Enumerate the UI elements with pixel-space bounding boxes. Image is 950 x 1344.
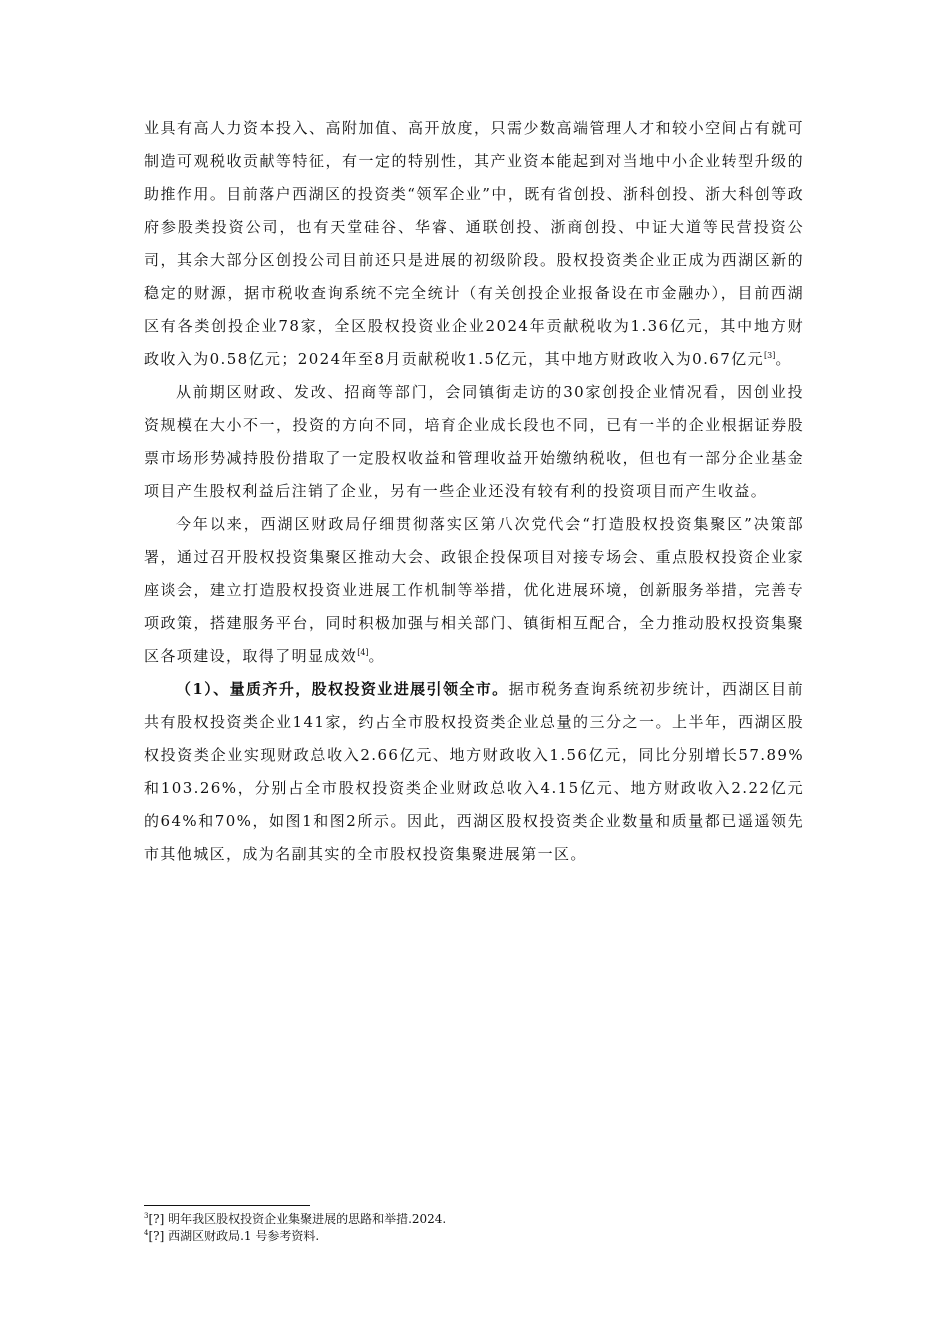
footnote-3 — [144, 1211, 804, 1228]
paragraph-4-text: 据市税务查询系统初步统计，西湖区目前共有股权投资类企业141家，约占全市股权投资类企业总量的三分之一。上半年，西湖区股权投资类企业实现财政总收入2.66亿元、地方财政收入1.56亿元，同比分别增长57.89%和103.26%，分别占全市股权投资类企业财政总收入4.15亿元、地方财政收入2.22亿元的64%和70%，如图1和图2所示。因此，西湖区股权投资类企业数量和质量都已遥遥领先市其他城区，成为名副其实的全市股权投资集聚进展第一区。 — [144, 680, 804, 863]
footnote-mark-3: 3 — [144, 1212, 149, 1220]
footnote-divider — [144, 1205, 310, 1206]
paragraph-2-text: 从前期区财政、发改、招商等部门，会同镇街走访的30家创投企业情况看，因创业投资规模在大小不一，投资的方向不同，培育企业成长段也不同，已有一半的企业根据证券股票市场形势减持股份措取了一定股权收益和管理收益开始缴纳税收，但也有一部分企业基金项目产生股权利益后注销了企业，另有一些企业还没有较有利的投资项目而产生收益。 — [144, 383, 804, 500]
paragraph-1-tail: 。 — [775, 350, 792, 368]
footnote-3-text: [?] 明年我区股权投资企业集聚进展的思路和举措.2024. — [148, 1212, 447, 1226]
footnote-ref-4[interactable]: [4] — [357, 648, 369, 657]
body-text — [144, 112, 804, 871]
footnote-4-text: [?] 西湖区财政局.1 号参考资料. — [148, 1229, 320, 1243]
paragraph-4 — [144, 673, 804, 871]
paragraph-3 — [144, 508, 804, 673]
footnote-mark-4: 4 — [144, 1229, 149, 1237]
paragraph-2 — [144, 376, 804, 508]
section-heading: （1）、量质齐升，股权投资业进展引领全市。 — [176, 680, 509, 698]
paragraph-1 — [144, 112, 804, 376]
paragraph-3-text: 今年以来，西湖区财政局仔细贯彻落实区第八次党代会“打造股权投资集聚区”决策部署，通过召开股权投资集聚区推动大会、政银企投保项目对接专场会、重点股权投资企业家座谈会，建立打造股权投资业进展工作机制等举措，优化进展环境，创新服务举措，完善专项政策，搭建服务平台，同时积极加强与相关部门、镇街相互配合，全力推动股权投资集聚区各项建设，取得了明显成效 — [144, 515, 804, 665]
footnotes — [144, 1211, 804, 1245]
paragraph-1-text: 业具有高人力资本投入、高附加值、高开放度，只需少数高端管理人才和较小空间占有就可制造可观税收贡献等特征，有一定的特别性，其产业资本能起到对当地中小企业转型升级的助推作用。目前落户西湖区的投资类“领军企业”中，既有省创投、浙科创投、浙大科创等政府参股类投资公司，也有天堂硅谷、华睿、通联创投、浙商创投、中证大道等民营投资公司，其余大部分区创投公司目前还只是进展的初级阶段。股权投资类企业正成为西湖区新的稳定的财源，据市税收查询系统不完全统计（有关创投企业报备设在市金融办），目前西湖区有各类创投企业78家，全区股权投资业企业2024年贡献税收为1.36亿元，其中地方财政收入为0.58亿元；2024年至8月贡献税收1.5亿元，其中地方财政收入为0.67亿元 — [144, 119, 804, 368]
footnote-4 — [144, 1228, 804, 1245]
footnote-ref-3[interactable]: [3] — [763, 351, 776, 360]
paragraph-3-tail: 。 — [368, 647, 385, 665]
